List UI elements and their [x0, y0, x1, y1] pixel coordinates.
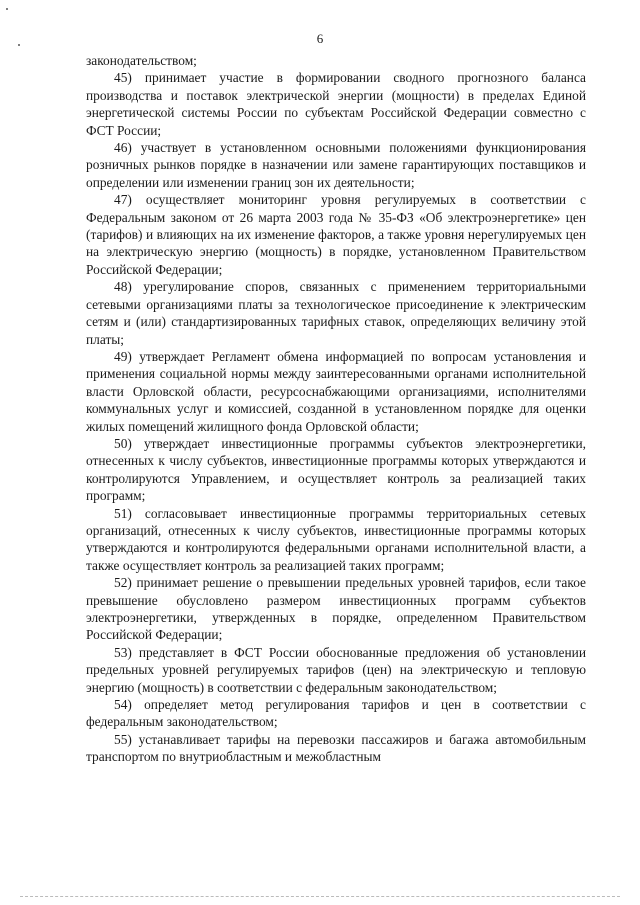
paragraph-55: 55) устанавливает тарифы на перевозки пассажиров и багажа автомобильным транспортом по внутриобластным и межобластным [86, 731, 586, 765]
page-number: 6 [316, 31, 324, 46]
paragraph-52: 52) принимает решение о превышении предельных уровней тарифов, если такое превышение обусловлено размером инвестиционных программ субъектов электроэнергетики, утвержденных в порядке, определенном Правительством Российской Федерации; [86, 575, 586, 643]
scan-speck [6, 8, 8, 10]
paragraph-continuation: законодательством; [86, 53, 197, 68]
paragraph-50: 50) утверждает инвестиционные программы субъектов электроэнергетики, отнесенных к числу субъектов, инвестиционные программы которых утверждаются и контролируются Управлением, и осуществляет контроль за реализацией таких программ; [86, 435, 586, 504]
paragraph-53: 53) представляет в ФСТ России обоснованные предложения об установлении предельных уровней регулируемых тарифов (цен) на электрическую и тепловую энергию (мощность) в соответствии с федеральным законодательством; [86, 644, 586, 695]
paragraph-49: 49) утверждает Регламент обмена информацией по вопросам установления и применения социальной нормы между заинтересованными органами исполнительной власти Орловской области, ресурсоснабжающими организациями, исполнителями коммунальных услуг и комиссией, созданной в установленном порядке для оценки жилых помещений жилищного фонда Орловской области; [86, 348, 586, 434]
paragraph-48: 48) урегулирование споров, связанных с применением территориальными сетевыми организациями платы за технологическое присоединение к электрическим сетям и (или) стандартизированных тарифных ставок, определяющих величину этой платы; [86, 279, 586, 347]
paragraph-54: 54) определяет метод регулирования тарифов и цен в соответствии с федеральным законодательством; [86, 697, 586, 730]
paragraph-45: 45) принимает участие в формировании сводного прогнозного баланса производства и поставок электрической энергии (мощности) в пределах Единой энергетической системы России по субъектам Российской Федерации совместно с ФСТ России; [86, 70, 586, 138]
paragraph-47: 47) осуществляет мониторинг уровня регулируемых в соответствии с Федеральным законом от 26 марта 2003 года № 35-ФЗ «Об электроэнергетике» цен (тарифов) и влияющих на их изменение факторов, а также уровня нерегулируемых цен на электрическую энергию (мощность) в порядке, установленном Правительством Российской Федерации; [86, 192, 586, 277]
paragraph-46: 46) участвует в установленном основными положениями функционирования розничных рынков порядке в назначении или замене гарантирующих поставщиков и определении или изменении границ зон их деятельности; [86, 140, 586, 190]
paragraph-51: 51) согласовывает инвестиционные программы территориальных сетевых организаций, отнесенных к числу субъектов, инвестиционные программы которых утверждаются и контролируются федеральными органами исполнительной власти, а также осуществляет контроль за реализацией таких программ; [86, 505, 586, 573]
scan-edge-line [20, 896, 620, 897]
document-body [86, 52, 586, 766]
